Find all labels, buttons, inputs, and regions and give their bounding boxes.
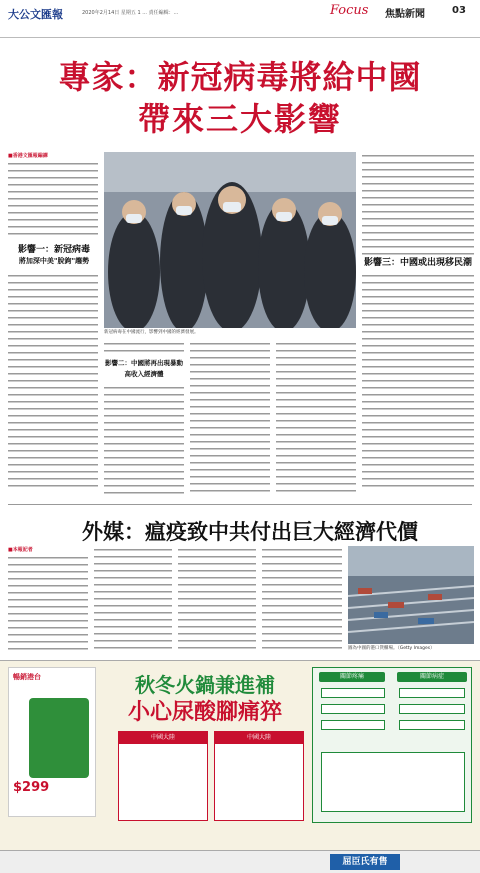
article-column-2b [104,384,184,498]
flow-box-2 [321,704,385,714]
byline-2: ■本報記者 [8,547,33,553]
ad-price: $299 [13,780,50,795]
ad-flowchart [312,667,472,823]
headline-line-1: 專家：新冠病毒將給中國 [58,58,422,96]
subhead-2-line-2: 高收入經濟體 [124,370,164,378]
crowd-photo-image [104,152,356,328]
photo-caption-1: 新冠病毒在中國流行，影響到中國的經濟發展。 [104,330,199,335]
advertisement [0,660,480,850]
headline-line-2: 帶來三大影響 [137,100,342,138]
article-column-3b [276,340,356,498]
article2-column-2 [94,546,172,654]
crowd-photo [104,152,356,328]
ad-flow-title-right: 關節病症 [397,672,467,682]
subhead-1 [8,245,100,267]
ad-footer [0,850,480,873]
article2-column-3 [178,546,256,654]
subhead-1-line-2: 將加深中美"脫鉤"趨勢 [18,257,90,265]
ad-promo-right-title: 中國大陸 [215,732,303,744]
subhead-1-line-1: 影響一：新冠病毒 [17,245,90,255]
article-column-2a [104,340,184,358]
section-divider [8,504,472,505]
footer-brand: 屈臣氏有售 [330,854,400,870]
ad-title-line-1: 秋冬火鍋兼進補 [135,673,275,697]
article-column-4a [362,152,474,262]
newspaper-logo: 大公文匯報 [8,8,63,21]
subhead-2 [104,358,184,380]
subhead-3: 影響三：中國或出現移民潮 [363,258,472,268]
header-meta: 2020年2月14日 星期五 1 ... 責任編輯：... [82,10,179,16]
photo-caption-2: 圖為中國的港口貨櫃場。（Getty Images） [348,646,435,651]
ad-promo-right [214,731,304,821]
flow-box-7 [321,752,465,812]
article-column-1a [8,160,98,242]
subhead-2-line-1: 影響二：中國將再出現暴動 [105,359,183,367]
ad-title-line-2: 小心尿酸腳痛猝 [127,700,282,725]
ad-promo-left-title: 中國大陸 [119,732,207,744]
port-photo-image [348,546,474,644]
flow-box-5 [399,704,465,714]
flow-box-6 [399,720,465,730]
article-column-4b [362,272,474,498]
ad-promo-left [118,731,208,821]
ad-product-image [29,698,89,778]
flow-box-4 [399,688,465,698]
port-photo [348,546,474,644]
ad-brand: 暢銷港台 [13,673,41,681]
page-number: 03 [452,5,466,16]
byline: ■香港文匯報編譯 [8,153,48,159]
article-column-3a [190,340,270,498]
article2-column-4 [262,546,342,654]
flow-box-3 [321,720,385,730]
ad-flow-title-left: 關節疼痛 [319,672,385,682]
article-column-1b [8,272,98,498]
page-header [0,0,480,38]
flow-box-1 [321,688,385,698]
article2-column-1 [8,554,88,654]
ad-product-box [8,667,96,817]
headline-2: 外媒：瘟疫致中共付出巨大經濟代價 [82,519,418,544]
section-focus: Focus [330,3,369,18]
section-name: 焦點新聞 [385,9,425,20]
